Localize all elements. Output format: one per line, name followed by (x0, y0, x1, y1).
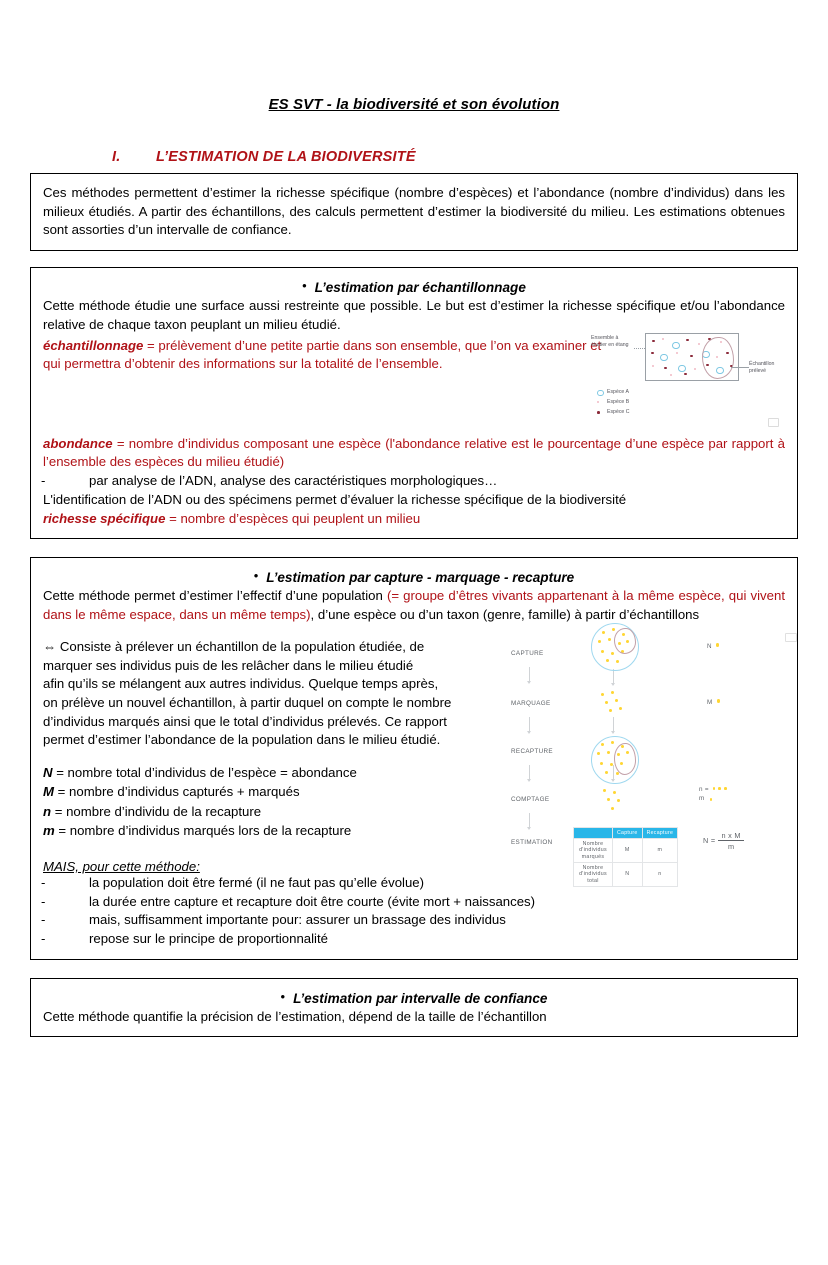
legend-marker-b-icon (597, 401, 599, 403)
caveat-item-label: la durée entre capture et recapture doit être courte (évite mort + naissances) (89, 893, 536, 909)
arrow-down-icon (529, 717, 530, 733)
section-heading (0, 149, 828, 165)
cmr-definitions (43, 763, 521, 840)
arrow-down-icon (529, 765, 530, 781)
section-numeral: I. (112, 149, 121, 165)
cmr-left-column (43, 625, 521, 840)
recapture-sample-blob (614, 743, 636, 775)
figure-leader-line-left (634, 348, 645, 349)
cmr-explanation-line: on prélève un nouvel échantillon, à partir duquel on compte le nombre (43, 695, 452, 711)
legend-item-espece-a: Espèce A (595, 387, 630, 397)
caveat-item (43, 893, 785, 912)
confidence-paragraph: Cette méthode quantifie la précision de l’estimation, dépend de la taille de l’échantillon (43, 1008, 547, 1024)
cmr-definition-symbol: M (43, 784, 54, 800)
cmr-explanation-line: permet d’estimer l’abondance de la population dans le milieu étudié. (43, 732, 441, 748)
definition-echantillonnage (43, 337, 608, 374)
cmr-definition-item (43, 763, 521, 782)
document-title: ES SVT - la biodiversité et son évolution (268, 96, 560, 113)
capture-sample-blob (614, 628, 636, 654)
formula-numerator: n x M (721, 830, 741, 840)
dash-marker: - (41, 912, 46, 928)
adn-line: L'identification de l’ADN ou des spécimens permet d’évaluer la richesse spécifique de la biodiversité (43, 491, 627, 507)
cmr-definition-item (43, 821, 521, 840)
bullet-icon: • (253, 568, 259, 584)
marker-label-n: n = (699, 786, 727, 793)
section-heading-label: L’ESTIMATION DE LA BIODIVERSITÉ (156, 149, 416, 165)
stage-label-recapture: RECAPTURE (511, 747, 553, 755)
cmr-intro-red: (= groupe d’êtres vivants appartenant à la même espèce, qui vivent dans le même espace, dans un même temps) (43, 588, 785, 623)
caveat-item-label: repose sur le principe de proportionnalité (89, 931, 328, 947)
legend-item-espece-c: Espèce C (595, 407, 630, 417)
cmr-box (30, 557, 798, 959)
cmr-figure (511, 631, 801, 884)
table-row (574, 839, 678, 863)
arrow-down-icon (529, 667, 530, 683)
sampling-heading-label: L’estimation par échantillonnage (314, 280, 526, 296)
stage-label-capture: CAPTURE (511, 649, 544, 657)
cmr-right-column (511, 631, 785, 884)
cmr-definition-text: = nombre total d’individus de l’espèce = abondance (52, 765, 357, 781)
intro-box (30, 173, 798, 251)
sampling-heading (43, 278, 785, 295)
figure-watermark-icon (785, 633, 797, 642)
cmr-explanation-line: ⇔ Consiste à prélever un échantillon de la population étudiée, de (43, 638, 425, 654)
definition-abondance (43, 435, 785, 472)
cmr-definition-text: = nombre d’individus marqués lors de la recapture (54, 822, 352, 838)
stage-label-estimation: ESTIMATION (511, 838, 553, 846)
figure-legend (595, 387, 630, 418)
cmr-definition-symbol: N (43, 765, 53, 781)
table-row-label: Nombre d'individus total (574, 863, 613, 887)
caveat-item-label: la population doit être fermé (il ne faut pas qu’elle évolue) (89, 874, 425, 890)
table-row (574, 863, 678, 887)
confidence-heading (43, 989, 785, 1006)
definition-richesse-term: richesse spécifique (43, 510, 166, 526)
legend-marker-c-icon (597, 411, 600, 414)
marker-label-M: M (707, 699, 720, 706)
cmr-definition-text: = nombre d’individu de la recapture (51, 803, 262, 819)
formula-fraction (718, 831, 743, 851)
cmr-intro-part1: Cette méthode permet d’estimer l’effectif d’une population (43, 588, 387, 604)
sampling-sub-item (43, 472, 785, 491)
sampling-figure (591, 329, 781, 429)
bullet-icon: • (280, 988, 286, 1004)
caveat-title: MAIS, pour cette méthode: (43, 858, 200, 874)
legend-item-espece-b: Espèce B (595, 397, 630, 407)
cmr-definition-text: = nombre d’individus capturés + marqués (54, 784, 300, 800)
definition-abondance-body: = nombre d’individus composant une espèce (l'abondance relative est le pourcentage d’une espèce par rapport à l’ensemble des espèces du milieu étudié) (43, 435, 785, 470)
table-header-capture: Capture (613, 827, 643, 839)
intro-paragraph: Ces méthodes permettent d’estimer la richesse spécifique (nombre d’espèces) et l’abondance (nombre d’individus) dans les milieux étudiés. A partir des échantillons, des calculs permettent d’estimer la biodiversité du milieu. Les estimations obtenues sont assorties d’un intervalle de confiance. (43, 185, 785, 238)
legend-marker-a-icon (597, 390, 604, 397)
cmr-definition-item (43, 802, 521, 821)
definition-richesse (43, 510, 785, 529)
arrow-down-icon (529, 813, 530, 829)
estimation-table (573, 827, 678, 887)
caveat-item (43, 930, 785, 949)
recapture-population-circle (591, 736, 639, 784)
document-page (0, 96, 828, 1265)
cmr-explanation-line: marquer ses individus puis de les relâcher dans le milieu étudié (43, 657, 414, 673)
cmr-definition-item (43, 782, 521, 801)
caveat-item (43, 911, 785, 930)
figure-label-echantillon: Échantillon prélevé (749, 360, 775, 375)
table-row-label: Nombre d'individus marqués (574, 839, 613, 863)
formula-lhs: N = (703, 836, 716, 846)
formula-denominator: m (718, 840, 743, 851)
table-header-row (574, 827, 678, 839)
sampling-figure-wrapper (43, 334, 785, 435)
arrow-down-icon (613, 669, 614, 685)
caveat-item-label: mais, suffisamment importante pour: assurer un brassage des individus (89, 912, 506, 928)
sampling-sub-item-label: par analyse de l’ADN, analyse des caractéristiques morphologiques… (89, 473, 498, 489)
cmr-intro-part2: , d’une espèce ou d’un taxon (genre, famille) à partir d’échantillons (310, 607, 700, 623)
cmr-intro (43, 587, 785, 624)
bullet-icon: • (302, 278, 307, 294)
definition-abondance-term: abondance (43, 435, 113, 451)
marquage-dot-group (597, 691, 633, 721)
dash-marker: - (41, 931, 46, 947)
figure-pond-rect (645, 333, 739, 381)
cmr-heading-label: L’estimation par capture - marquage - recapture (266, 570, 575, 586)
stage-label-marquage: MARQUAGE (511, 699, 551, 707)
estimation-formula (703, 831, 744, 851)
cmr-definition-symbol: n (43, 803, 52, 819)
figure-sample-blob (702, 337, 734, 379)
definition-richesse-body: = nombre d’espèces qui peuplent un milieu (165, 510, 421, 526)
sampling-paragraph: Cette méthode étudie une surface aussi restreinte que possible. Le but est d’estimer la richesse spécifique et/ou l’abondance relative de chaque taxon peuplant un milieu étudié. (43, 298, 785, 332)
definition-echantillonnage-term: échantillonnage (43, 337, 144, 353)
cmr-explanation-line: d’individus marqués ainsi que le total d’individus prélevés. Ce rapport (43, 713, 447, 729)
figure-watermark-icon (768, 418, 779, 427)
table-cell-recapture: n (642, 863, 678, 887)
dash-marker: - (41, 893, 46, 909)
marker-label-N: N (707, 643, 719, 650)
dash-marker: - (41, 473, 46, 489)
figure-label-ensemble: Ensemble à étudier en étang (591, 334, 629, 349)
sampling-box (30, 267, 798, 539)
confidence-heading-label: L’estimation par intervalle de confiance (293, 990, 548, 1006)
marker-label-m: m (699, 795, 712, 802)
cmr-explanation-line: afin qu’ils se mélangent aux autres individus. Quelque temps après, (43, 676, 439, 692)
table-corner-cell (574, 827, 613, 839)
table-header-recapture: Recapture (642, 827, 678, 839)
capture-population-circle (591, 623, 639, 671)
figure-leader-line-right (731, 367, 749, 368)
table-cell-capture: N (613, 863, 643, 887)
definition-echantillonnage-body: = prélèvement d’une petite partie dans son ensemble, que l’on va examiner et qui permettra d’obtenir des informations sur la totalité de l’ensemble. (43, 337, 602, 372)
estimation-table-head (574, 827, 678, 839)
confidence-box (30, 978, 798, 1038)
dash-marker: - (41, 874, 46, 890)
estimation-table-body (574, 839, 678, 887)
stage-label-comptage: COMPTAGE (511, 795, 550, 803)
cmr-heading (43, 568, 785, 585)
cmr-definition-symbol: m (43, 822, 55, 838)
table-cell-capture: M (613, 839, 643, 863)
table-cell-recapture: m (642, 839, 678, 863)
comptage-dot-group (599, 789, 633, 815)
